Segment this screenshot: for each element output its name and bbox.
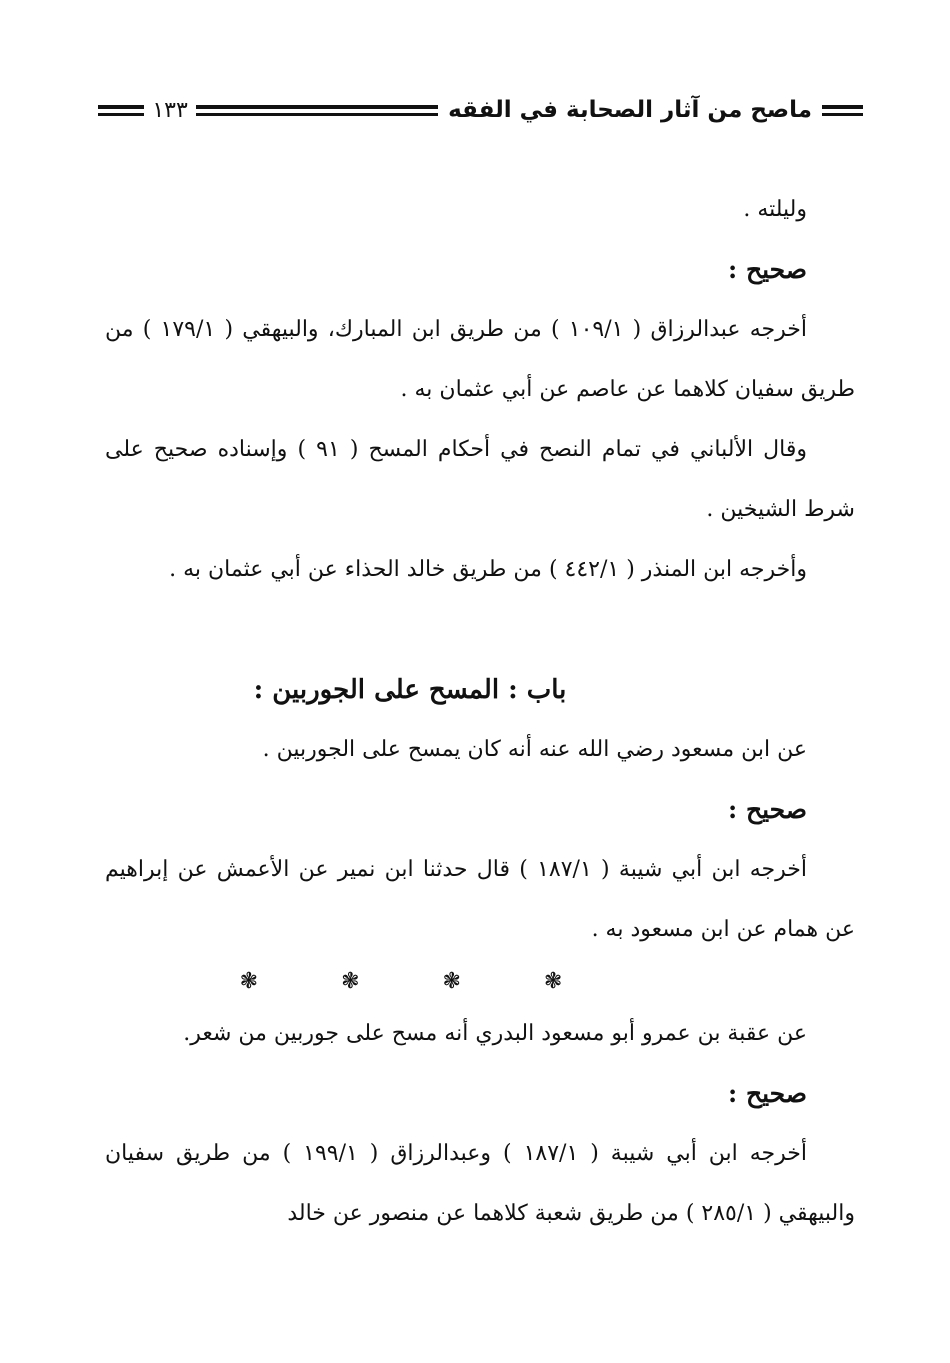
grading-label: صحيح : xyxy=(728,1079,807,1108)
chapter-title: باب : المسح على الجوربين : xyxy=(253,675,567,705)
paragraph: وقال الألباني في تمام النصح في أحكام المسح ( ٩١ ) وإسناده صحيح على شرط الشيخين . xyxy=(105,437,855,522)
page-number: ١٣٣ xyxy=(152,97,188,123)
paragraph: عن عقبة بن عمرو أبو مسعود البدري أنه مسح على جوربين من شعر. xyxy=(183,1021,807,1046)
section-gap xyxy=(105,600,855,660)
paragraph: وليلته . xyxy=(743,197,807,222)
running-title: ماصح من آثار الصحابة في الفقه xyxy=(448,97,813,123)
paragraph: وأخرجه ابن المنذر ( ٤٤٢/١ ) من طريق خالد الحذاء عن أبي عثمان به . xyxy=(169,557,807,582)
paragraph: أخرجه ابن أبي شيبة ( ١٨٧/١ ) قال حدثنا ابن نمير عن الأعمش عن إبراهيم عن همام عن ابن مسعود به . xyxy=(105,857,855,942)
running-header xyxy=(98,92,863,128)
header-rule-left xyxy=(98,105,144,116)
page-body xyxy=(105,180,855,1244)
paragraph: أخرجه عبدالرزاق ( ١٠٩/١ ) من طريق ابن المبارك، والبيهقي ( ١٧٩/١ ) من طريق سفيان كلاهما عن عاصم عن أبي عثمان به . xyxy=(105,317,855,402)
grading-label: صحيح : xyxy=(728,255,807,284)
paragraph: أخرجه ابن أبي شيبة ( ١٨٧/١ ) وعبدالرزاق ( ١٩٩/١ ) من طريق سفيان والبيهقي ( ٢٨٥/١ ) من طريق شعبة كلاهما عن منصور عن خالد xyxy=(105,1141,855,1226)
star-separator: ❃ ❃ ❃ ❃ xyxy=(239,969,601,994)
header-rule-right xyxy=(822,105,863,116)
paragraph: عن ابن مسعود رضي الله عنه أنه كان يمسح على الجوربين . xyxy=(262,737,807,762)
header-rule-middle xyxy=(196,105,438,116)
grading-label: صحيح : xyxy=(728,795,807,824)
